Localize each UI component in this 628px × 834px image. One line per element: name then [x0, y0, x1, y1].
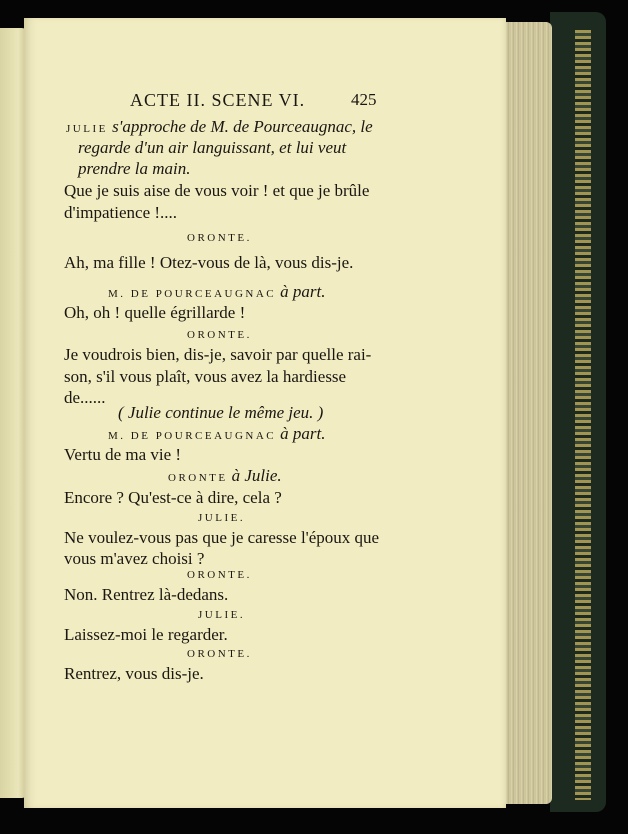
book-page [24, 18, 506, 808]
dialogue-line: Je voudrois bien, dis-je, savoir par quelle rai- [64, 345, 372, 364]
dialogue-line: Encore ? Qu'est-ce à dire, cela ? [64, 488, 282, 507]
speaker-heading [168, 466, 506, 486]
stage-direction-line: prendre la main. [78, 159, 191, 178]
speaker-heading: JULIE. [198, 609, 246, 621]
stage-direction-line: regarde d'un air languissant, et lui veut [78, 138, 347, 157]
spine-ornament [575, 30, 591, 800]
stage-direction: ( Julie continue le même jeu. ) [118, 403, 324, 422]
dialogue-line: Non. Rentrez là-dedans. [64, 585, 229, 604]
stage-direction: s'approche de M. de Pourceaugnac, le [112, 117, 373, 136]
dialogue-line: Ah, ma fille ! Otez-vous de là, vous dis-je. [64, 253, 354, 272]
speaker-heading: ORONTE. [187, 648, 252, 660]
speaker-name: JULIE [66, 123, 108, 135]
page-edges [500, 22, 552, 804]
stage-direction: à Julie. [231, 466, 282, 485]
dialogue-line: Oh, oh ! quelle égrillarde ! [64, 303, 246, 322]
speaker-heading: ORONTE. [187, 232, 252, 244]
speaker-heading [108, 282, 506, 302]
speaker-heading: JULIE. [198, 512, 246, 524]
dialogue-line: de...... [64, 388, 106, 407]
dialogue-line: Rentrez, vous dis-je. [64, 664, 204, 683]
dialogue-line: Ne voulez-vous pas que je caresse l'époux que [64, 528, 380, 547]
dialogue-line: Laissez-moi le regarder. [64, 625, 228, 644]
dialogue-line: son, s'il vous plaît, vous avez la hardiesse [64, 367, 347, 386]
dialogue-line: d'impatience !.... [64, 203, 178, 222]
dialogue-line: vous m'avez choisi ? [64, 549, 205, 568]
speaker-name: ORONTE [168, 472, 228, 484]
speaker-name: M. DE POURCEAUGNAC [108, 430, 277, 442]
dialogue-line: Vertu de ma vie ! [64, 445, 182, 464]
speaker-heading: ORONTE. [187, 569, 252, 581]
stage-direction: à part. [280, 282, 326, 301]
stage-direction-line [66, 117, 484, 137]
facing-page-edge [0, 28, 26, 798]
speaker-heading [108, 424, 506, 444]
page-number: 425 [351, 90, 377, 109]
stage-direction: à part. [280, 424, 326, 443]
speaker-name: M. DE POURCEAUGNAC [108, 288, 277, 300]
running-header: ACTE II. SCENE VI. [130, 90, 306, 110]
dialogue-line: Que je suis aise de vous voir ! et que je brûle [64, 181, 370, 200]
speaker-heading: ORONTE. [187, 329, 252, 341]
